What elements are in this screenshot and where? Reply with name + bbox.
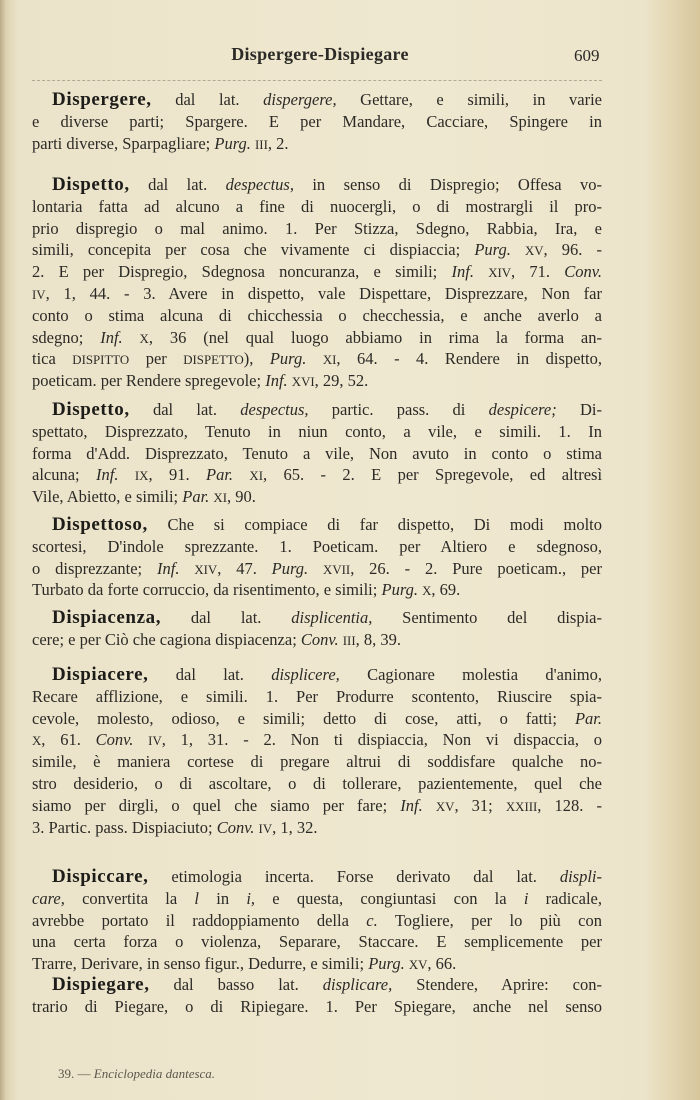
italic-text: i, (246, 888, 256, 908)
body-text: , 1, 32. (272, 817, 318, 837)
footer-signature: 39. — (58, 1066, 91, 1081)
italic-text: Inf. (157, 558, 180, 578)
body-text: , 29, 52. (314, 371, 369, 391)
text-line (32, 327, 602, 349)
text-line (32, 536, 602, 558)
body-text: , 90. (227, 487, 256, 507)
italic-text: displi- (559, 867, 602, 886)
headword: Dispiacenza, (52, 607, 162, 628)
small-caps-text: IX (134, 469, 149, 484)
small-caps-text: DISPITTO (72, 353, 130, 368)
body-text (233, 465, 249, 484)
italic-text: despectus, (225, 175, 294, 194)
text-line (32, 686, 602, 708)
text-line (32, 464, 602, 486)
body-text: Cagionare molestia d'animo, (339, 665, 602, 684)
text-line (32, 89, 602, 111)
body-text (119, 465, 135, 484)
dictionary-entry (32, 174, 602, 392)
small-caps-text: X (32, 734, 42, 749)
body-text: , 64. - 4. Rendere in dispetto, (336, 349, 602, 369)
italic-text: Par. (205, 465, 234, 485)
body-text: in senso di Dispregio; Offesa vo- (293, 175, 602, 194)
text-line (32, 579, 602, 601)
body-text: , 47. (217, 558, 272, 578)
text-line (32, 817, 602, 839)
headword: Dispiegare, (52, 974, 150, 995)
text-line (32, 514, 602, 536)
italic-text: i (523, 888, 529, 908)
italic-text: Inf. (265, 371, 288, 391)
italic-text: Conv. (564, 262, 602, 282)
headword: Dispetto, (52, 174, 130, 195)
text-line (32, 399, 602, 421)
small-caps-text: XIV (488, 266, 512, 281)
headword: Dispetto, (52, 399, 130, 420)
text-line (32, 558, 602, 580)
italic-text: l (194, 888, 200, 908)
body-text: dal basso lat. (149, 975, 323, 994)
body-text: dal lat. (129, 175, 226, 194)
italic-text: Purg. (271, 558, 309, 578)
small-caps-text: III (342, 633, 356, 648)
headword: Dispiacere, (52, 664, 149, 685)
body-text: scortesi, D'indole sprezzante. 1. Poeticam. per Altiero e sdegnoso, (32, 536, 602, 556)
body-text: , 2. (267, 133, 289, 153)
header-rule (32, 80, 602, 81)
text-line (32, 888, 602, 910)
body-text (123, 328, 140, 347)
text-line (32, 218, 602, 240)
small-caps-text: XV (524, 244, 544, 259)
body-text: convertita la (64, 888, 195, 908)
body-text (423, 796, 436, 815)
italic-text: despicere; (488, 400, 557, 419)
italic-text: Inf. (100, 327, 123, 347)
text-line (32, 421, 602, 443)
body-text: conto o stima alcuna di chicchessia o checchessia, e anche averlo a (32, 305, 602, 325)
text-line (32, 974, 602, 996)
small-caps-text: X (139, 331, 149, 346)
body-text (474, 262, 488, 281)
body-text: , 71. (511, 262, 565, 282)
body-text (308, 559, 323, 578)
small-caps-text: IV (32, 287, 46, 302)
body-text: prio dispregio o mal animo. 1. Per Stizza, Sdegno, Rabbia, Ira, e (32, 218, 602, 238)
body-text: simile, è maniera cortese di pregare altrui di soddisfare qualche no- (32, 752, 602, 772)
body-text: e diverse parti; Spargere. E per Mandare, Cacciare, Spingere in (32, 111, 602, 131)
header-title: Dispergere-Dispiegare (231, 44, 409, 64)
small-caps-text: XI (322, 353, 337, 368)
italic-text: c. (366, 910, 378, 930)
body-text: , 31; (454, 795, 506, 815)
text-line (32, 305, 602, 327)
body-text: , 69. (431, 580, 461, 600)
text-line (32, 239, 602, 261)
text-line (32, 111, 602, 133)
small-caps-text: DISPETTO (183, 353, 244, 368)
body-text: , 96. - (543, 240, 602, 260)
italic-text: despectus, (240, 400, 309, 419)
text-line (32, 174, 602, 196)
body-text: Che si compiace di far dispetto, Di modi molto (147, 515, 602, 534)
body-text: spettato, Disprezzato, Tenuto in niun conto, a vile, e simili. 1. In (32, 421, 602, 441)
text-line (32, 773, 602, 795)
italic-text: Purg. (269, 349, 307, 369)
body-text (179, 559, 194, 578)
body-text: dal lat. (161, 608, 292, 627)
body-text: , 26. - 2. Pure poeticam., per (350, 558, 602, 578)
body-text: poeticam. per Rendere spregevole; (32, 371, 266, 391)
body-text: 3. Partic. pass. Dispiaciuto; (32, 817, 217, 837)
italic-text: Par. (574, 708, 602, 728)
italic-text: Par. (182, 487, 210, 507)
body-text: lontaria fatta ad alcuno a fine di nuocergli, o di mostrargli il pro- (32, 196, 602, 216)
headword: Dispettoso, (52, 514, 148, 535)
italic-text: Conv. (95, 730, 134, 750)
body-text: , 91. (148, 465, 206, 485)
italic-text: Purg. (474, 240, 511, 260)
small-caps-text: XI (213, 491, 227, 506)
body-text: Recare afflizione, e simili. 1. Per Produrre scontento, Riuscire spia- (32, 686, 602, 706)
body-text: cere; e per Ciò che cagiona dispiacenza; (32, 629, 301, 649)
dictionary-entry (32, 399, 602, 508)
text-line (32, 953, 602, 975)
body-text: forma d'Add. Disprezzato, Tenuto a vile, Non avuto in conto o stima (32, 443, 602, 463)
small-caps-text: IV (258, 821, 273, 836)
dictionary-entry (32, 89, 602, 154)
body-text (306, 349, 322, 368)
italic-text: Purg. (214, 133, 251, 153)
body-text: cevole, molesto, odioso, e simili; detto di cose, atti, o fatti; (32, 708, 575, 728)
italic-text: Conv. (300, 629, 339, 649)
body-text: 2. E per Dispregio, Sdegnosa noncuranza, e simili; (32, 262, 452, 282)
body-text: Togliere, per lo più con (377, 910, 602, 930)
text-line (32, 607, 602, 629)
body-text: Sentimento del dispia- (372, 608, 602, 627)
body-text: , 8, 39. (355, 629, 401, 649)
body-text: e questa, congiuntasi con la (255, 888, 524, 908)
body-text: radicale, (528, 888, 602, 908)
dictionary-entry (32, 866, 602, 975)
headword: Dispergere, (52, 89, 152, 110)
italic-text: dispergere, (263, 90, 337, 109)
small-caps-text: XVII (323, 562, 351, 577)
body-text: Stendere, Aprire: con- (392, 975, 602, 994)
text-line (32, 729, 602, 751)
body-text: stro desiderio, o di ascoltare, o di tollerare, pazientemente, quel che (32, 773, 602, 793)
body-text: Di- (556, 400, 602, 419)
small-caps-text: XV (435, 799, 455, 814)
italic-text: Purg. (368, 954, 405, 974)
text-line (32, 283, 602, 305)
italic-text: Inf. (451, 262, 474, 282)
body-text: per (129, 349, 184, 369)
body-text: sdegno; (32, 327, 101, 347)
text-line (32, 708, 602, 730)
text-line (32, 866, 602, 888)
body-text: trario di Piegare, o di Ripiegare. 1. Per Spiegare, anche nel senso (32, 996, 602, 1016)
headword: Dispiccare, (52, 866, 149, 887)
body-text: , 1, 44. - 3. Avere in dispetto, vale Dispettare, Disprezzare, Non far (45, 283, 602, 303)
text-line (32, 996, 602, 1018)
text-line (32, 629, 602, 651)
body-text: in (199, 888, 247, 908)
small-caps-text: XI (249, 469, 263, 484)
italic-text: Conv. (216, 817, 255, 837)
text-line (32, 910, 602, 932)
body-text: , 66. (427, 954, 457, 974)
body-text: parti diverse, Sparpagliare; (32, 133, 215, 153)
italic-text: Inf. (96, 465, 119, 485)
body-text (133, 730, 148, 749)
text-line (32, 751, 602, 773)
body-text: avrebbe portato il raddoppiamento della (32, 910, 367, 930)
body-text: , 36 (nel qual luogo abbiamo in rima la forma an- (148, 327, 602, 347)
body-text: tica (32, 349, 73, 369)
body-text (511, 240, 525, 259)
italic-text: displicare, (322, 975, 393, 994)
small-caps-text: XIV (194, 562, 218, 577)
italic-text: care, (32, 888, 65, 908)
italic-text: Inf. (400, 795, 423, 815)
text-line (32, 133, 602, 155)
body-text: dal lat. (151, 90, 264, 109)
body-text: , 61. (41, 730, 96, 750)
small-caps-text: XXIII (505, 799, 538, 814)
body-text: etimologia incerta. Forse derivato dal lat. (148, 867, 560, 886)
text-line (32, 196, 602, 218)
small-caps-text: XVI (291, 375, 315, 390)
body-text: Turbato da forte corruccio, da risentimento, e simili; (32, 580, 382, 600)
italic-text: displicentia, (291, 608, 373, 627)
text-line (32, 931, 602, 953)
body-text: una certa forza o violenza, Separare, Staccare. E semplicemente per (32, 932, 602, 952)
dictionary-entry (32, 974, 602, 1018)
body-text: , 128. - (537, 795, 602, 815)
body-text: simili, concepita per cosa che vivamente ci dispiaccia; (32, 240, 475, 260)
body-text: , 65. - 2. E per Spregevole, ed altresì (263, 465, 602, 485)
footer (58, 1066, 215, 1082)
small-caps-text: IV (148, 734, 162, 749)
text-line (32, 370, 602, 392)
body-text: dal lat. (148, 665, 272, 684)
body-text: Vile, Abietto, e simili; (32, 487, 183, 507)
body-text: ), (243, 349, 270, 369)
text-line (32, 664, 602, 686)
body-text: , 1, 31. - 2. Non ti dispiaccia, Non vi dispaccia, o (161, 730, 602, 750)
body-text: alcuna; (32, 465, 97, 485)
footer-title: Enciclopedia dantesca. (93, 1066, 216, 1081)
text-line (32, 443, 602, 465)
body-text: Trarre, Derivare, in senso figur., Dedurre, e simili; (32, 954, 369, 974)
text-line (32, 486, 602, 508)
body-text: siamo per dirgli, o quel che siamo per fare; (32, 795, 401, 815)
body-text: dal lat. (129, 400, 241, 419)
body-text: Gettare, e simili, in varie (336, 90, 602, 109)
italic-text: displicere, (271, 665, 340, 684)
small-caps-text: XV (408, 958, 428, 973)
body-text: o disprezzante; (32, 558, 158, 578)
text-line (32, 348, 602, 370)
small-caps-text: III (255, 137, 268, 152)
italic-text: Purg. (381, 580, 418, 600)
text-line (32, 261, 602, 283)
dictionary-entry (32, 607, 602, 651)
small-caps-text: X (422, 584, 432, 599)
page-number: 609 (574, 46, 600, 65)
dictionary-entry (32, 664, 602, 838)
dictionary-entry (32, 514, 602, 601)
body-text: partic. pass. di (308, 400, 489, 419)
text-line (32, 795, 602, 817)
